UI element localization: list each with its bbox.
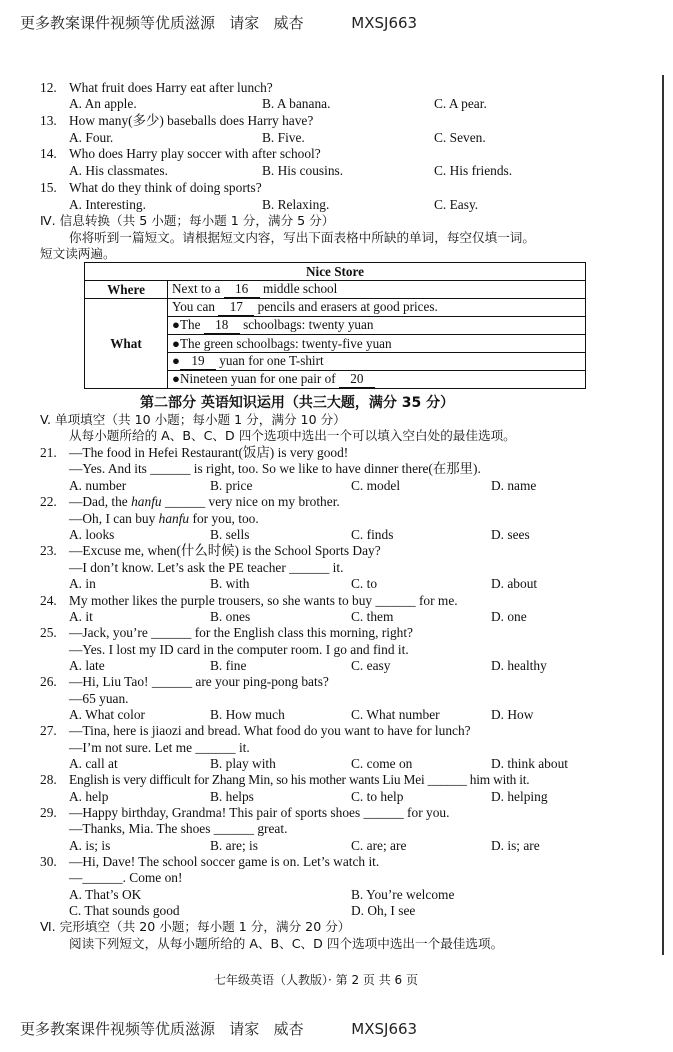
q30-option-c: C. That sounds good	[69, 903, 180, 918]
q24-option-b: B. ones	[210, 609, 251, 624]
q13-stem: How many(多少) baseballs does Harry have?	[69, 113, 314, 128]
table-row-18: ●The 18 schoolbags: twenty yuan	[168, 317, 586, 335]
q23-number: 23.	[40, 543, 57, 558]
q26-option-a: A. What color	[69, 707, 145, 722]
q23-option-a: A. in	[69, 576, 96, 591]
q23-line-1: —Excuse me, when(什么时候) is the School Sports Day?	[69, 543, 381, 558]
q30-line-2: —______. Come on!	[69, 870, 183, 885]
q28-option-c: C. to help	[351, 789, 404, 804]
q27-option-b: B. play with	[210, 756, 276, 771]
q23-option-c: C. to	[351, 576, 378, 591]
table-row-where: Next to a 16 middle school	[168, 281, 586, 299]
q21-number: 21.	[40, 445, 57, 460]
table-row-20: ●Nineteen yuan for one pair of 20	[168, 371, 586, 389]
q27-option-c: C. come on	[351, 756, 413, 771]
section-5-instruction: 从每小题所给的 A、B、C、D 四个选项中选出一个可以填入空白处的最佳选项。	[69, 428, 516, 443]
q14-option-c: C. His friends.	[434, 163, 513, 178]
nice-store-table	[84, 262, 586, 389]
q29-line-2: —Thanks, Mia. The shoes ______ great.	[69, 821, 288, 836]
blank-17: 17	[218, 299, 254, 316]
page-footer: 七年级英语（人教版）· 第 2 页 共 6 页	[214, 973, 418, 987]
blank-18: 18	[204, 317, 240, 334]
section-5-title: V. 单项填空（共 10 小题；每小题 1 分，满分 10 分）	[40, 412, 346, 427]
q13-option-a: A. Four.	[69, 130, 114, 145]
q28-option-a: A. help	[69, 789, 109, 804]
q30-option-d: D. Oh, I see	[351, 903, 416, 918]
q25-line-2: —Yes. I lost my ID card in the computer room. I go and find it.	[69, 642, 409, 657]
section-4-instruction: 你将听到一篇短文。请根据短文内容，写出下面表格中所缺的单词，每空仅填一词。	[69, 230, 535, 245]
where-label: Where	[85, 281, 168, 299]
q27-line-1: —Tina, here is jiaozi and bread. What food do you want to have for lunch?	[69, 723, 471, 738]
q12-number: 12.	[40, 80, 57, 95]
q13-option-c: C. Seven.	[434, 130, 486, 145]
q28-option-b: B. helps	[210, 789, 254, 804]
table-row-green: ●The green schoolbags: twenty-five yuan	[168, 335, 586, 353]
q29-option-c: C. are; are	[351, 838, 407, 853]
q15-option-a: A. Interesting.	[69, 197, 146, 212]
q22-line-2: —Oh, I can buy hanfu for you, too.	[69, 511, 259, 526]
q14-option-a: A. His classmates.	[69, 163, 168, 178]
q21-option-d: D. name	[491, 478, 537, 493]
q28-line-1: English is very difficult for Zhang Min, so his mother wants Liu Mei ______ him with it.	[69, 772, 530, 787]
q14-number: 14.	[40, 146, 57, 161]
q26-number: 26.	[40, 674, 57, 689]
q29-line-1: —Happy birthday, Grandma! This pair of sports shoes ______ for you.	[69, 805, 450, 820]
q24-option-d: D. one	[491, 609, 527, 624]
q26-line-2: —65 yuan.	[69, 691, 129, 706]
q22-option-d: D. sees	[491, 527, 530, 542]
q29-option-d: D. is; are	[491, 838, 540, 853]
q30-number: 30.	[40, 854, 57, 869]
part-2-title: 第二部分 英语知识运用（共三大题，满分 35 分）	[140, 395, 455, 411]
section-4-title: Ⅳ. 信息转换（共 5 小题；每小题 1 分，满分 5 分）	[40, 213, 335, 228]
q21-line-1: —The food in Hefei Restaurant(饭店) is very good!	[69, 445, 349, 460]
q15-stem: What do they think of doing sports?	[69, 180, 262, 195]
q24-line-1: My mother likes the purple trousers, so she wants to buy ______ for me.	[69, 593, 458, 608]
q27-line-2: —I’m not sure. Let me ______ it.	[69, 740, 250, 755]
table-row-19: ● 19 yuan for one T-shirt	[168, 353, 586, 371]
q26-option-b: B. How much	[210, 707, 285, 722]
q13-number: 13.	[40, 113, 57, 128]
q12-option-c: C. A pear.	[434, 96, 487, 111]
q22-option-a: A. looks	[69, 527, 115, 542]
what-label: What	[85, 299, 168, 389]
q13-option-b: B. Five.	[262, 130, 305, 145]
q28-number: 28.	[40, 772, 57, 787]
q21-option-c: C. model	[351, 478, 401, 493]
q23-option-b: B. with	[210, 576, 250, 591]
q30-option-a: A. That’s OK	[69, 887, 142, 902]
table-title: Nice Store	[85, 263, 586, 281]
q29-option-a: A. is; is	[69, 838, 111, 853]
q22-number: 22.	[40, 494, 57, 509]
q27-option-a: A. call at	[69, 756, 118, 771]
q21-option-a: A. number	[69, 478, 127, 493]
blank-16: 16	[224, 281, 260, 298]
q12-option-a: A. An apple.	[69, 96, 137, 111]
promo-footer: 更多教案课件视频等优质滋源 请家 威杏 MXSJ663	[20, 1020, 418, 1038]
section-4-instruction-cont: 短文读两遍。	[40, 246, 116, 261]
section-6-instruction: 阅读下列短文，从每小题所给的 A、B、C、D 四个选项中选出一个最佳选项。	[69, 936, 504, 951]
q22-option-b: B. sells	[210, 527, 250, 542]
q14-option-b: B. His cousins.	[262, 163, 344, 178]
q14-stem: Who does Harry play soccer with after school?	[69, 146, 321, 161]
q29-number: 29.	[40, 805, 57, 820]
q26-option-c: C. What number	[351, 707, 440, 722]
q25-option-d: D. healthy	[491, 658, 547, 673]
blank-20: 20	[339, 371, 375, 388]
q25-option-a: A. late	[69, 658, 105, 673]
q30-line-1: —Hi, Dave! The school soccer game is on. Let’s watch it.	[69, 854, 380, 869]
q15-option-b: B. Relaxing.	[262, 197, 330, 212]
q24-option-c: C. them	[351, 609, 394, 624]
q25-number: 25.	[40, 625, 57, 640]
q12-option-b: B. A banana.	[262, 96, 331, 111]
q21-option-b: B. price	[210, 478, 253, 493]
q24-option-a: A. it	[69, 609, 93, 624]
q26-option-d: D. How	[491, 707, 534, 722]
q25-line-1: —Jack, you’re ______ for the English class this morning, right?	[69, 625, 414, 640]
q22-option-c: C. finds	[351, 527, 394, 542]
q29-option-b: B. are; is	[210, 838, 258, 853]
q12-stem: What fruit does Harry eat after lunch?	[69, 80, 273, 95]
q23-line-2: —I don’t know. Let’s ask the PE teacher ______ it.	[69, 560, 344, 575]
q15-number: 15.	[40, 180, 57, 195]
q24-number: 24.	[40, 593, 57, 608]
blank-19: 19	[180, 353, 216, 370]
q25-option-c: C. easy	[351, 658, 391, 673]
q22-line-1: —Dad, the hanfu ______ very nice on my brother.	[69, 494, 340, 509]
table-row-17: You can 17 pencils and erasers at good prices.	[168, 299, 586, 317]
q27-option-d: D. think about	[491, 756, 568, 771]
q25-option-b: B. fine	[210, 658, 247, 673]
section-6-title: Ⅵ. 完形填空（共 20 小题；每小题 1 分，满分 20 分）	[40, 919, 351, 934]
q23-option-d: D. about	[491, 576, 538, 591]
q27-number: 27.	[40, 723, 57, 738]
q15-option-c: C. Easy.	[434, 197, 479, 212]
q30-option-b: B. You’re welcome	[351, 887, 455, 902]
q26-line-1: —Hi, Liu Tao! ______ are your ping-pong bats?	[69, 674, 329, 689]
promo-header: 更多教案课件视频等优质滋源 请家 威杏 MXSJ663	[20, 14, 418, 32]
q21-line-2: —Yes. And its ______ is right, too. So we like to have dinner there(在那里).	[69, 461, 481, 476]
q28-option-d: D. helping	[491, 789, 548, 804]
margin-rule	[662, 75, 664, 955]
